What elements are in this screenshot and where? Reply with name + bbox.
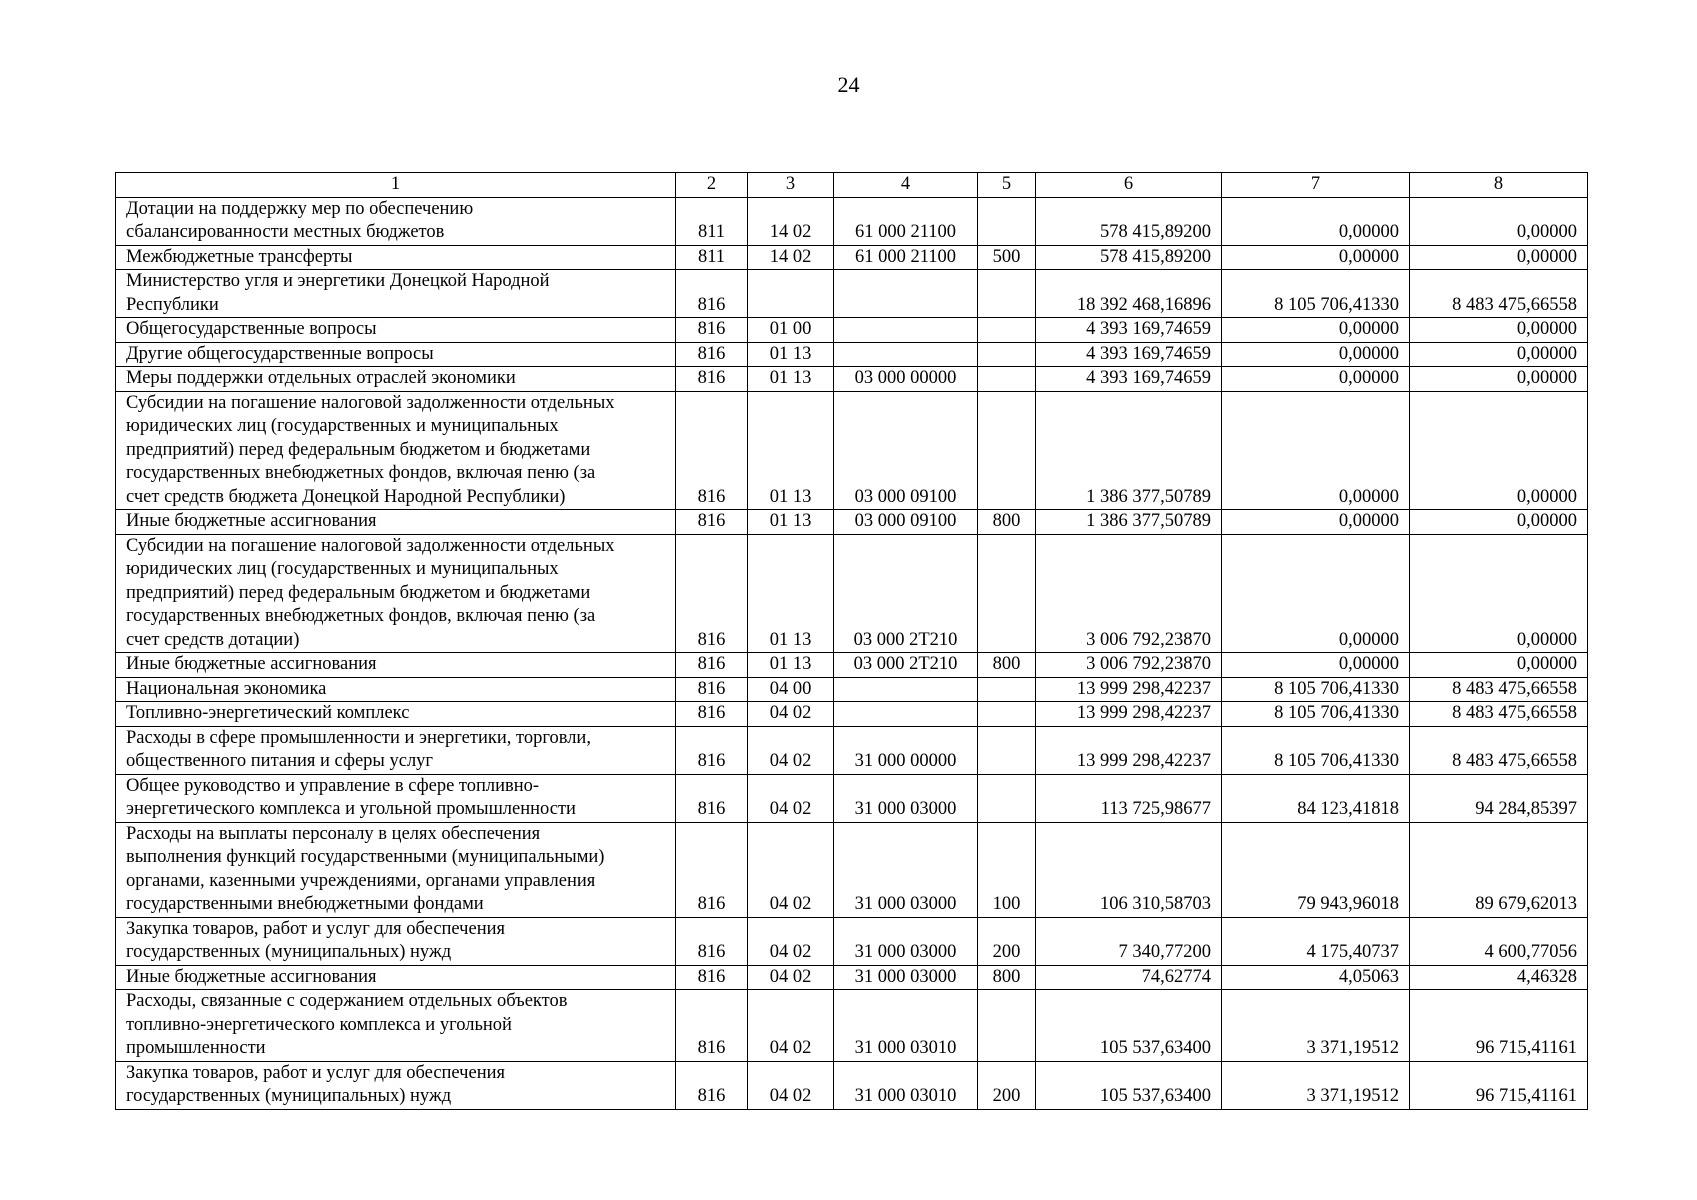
expense-type-code-cell: 800 <box>978 965 1036 990</box>
amount-cell: 1 386 377,50789 <box>1036 391 1222 510</box>
section-code-cell: 04 02 <box>748 702 834 727</box>
table-row <box>116 391 1588 510</box>
expense-type-code-cell <box>978 990 1036 1062</box>
table-row <box>116 270 1588 318</box>
ministry-code-cell: 816 <box>676 774 748 822</box>
target-item-code-cell: 31 000 03000 <box>834 965 978 990</box>
amount-cell: 105 537,63400 <box>1036 1061 1222 1109</box>
expense-type-code-cell <box>978 391 1036 510</box>
amount-cell: 13 999 298,42237 <box>1036 702 1222 727</box>
ministry-code-cell: 816 <box>676 990 748 1062</box>
target-item-code-cell: 31 000 00000 <box>834 726 978 774</box>
table-row <box>116 965 1588 990</box>
section-code-cell: 01 13 <box>748 534 834 653</box>
amount-cell: 8 483 475,66558 <box>1410 726 1588 774</box>
target-item-code-cell: 61 000 21100 <box>834 197 978 245</box>
item-name-line: государственных (муниципальных) нужд <box>126 942 452 962</box>
item-name-line: счет средств дотации) <box>126 629 300 650</box>
section-code-cell: 01 13 <box>748 342 834 367</box>
item-name-cell <box>116 653 676 678</box>
expense-type-code-cell <box>978 677 1036 702</box>
section-code-cell: 04 02 <box>748 965 834 990</box>
section-code-cell: 04 00 <box>748 677 834 702</box>
ministry-code-cell: 816 <box>676 822 748 917</box>
target-item-code-cell: 03 000 2Т210 <box>834 534 978 653</box>
amount-cell: 4 393 169,74659 <box>1036 342 1222 367</box>
table-row <box>116 534 1588 653</box>
item-name-cell <box>116 726 676 774</box>
amount-cell: 578 415,89200 <box>1036 197 1222 245</box>
amount-cell: 0,00000 <box>1410 245 1588 270</box>
expense-type-code-cell <box>978 726 1036 774</box>
ministry-code-cell: 816 <box>676 318 748 343</box>
expense-type-code-cell <box>978 318 1036 343</box>
ministry-code-cell: 816 <box>676 342 748 367</box>
item-name-line: Расходы на выплаты персоналу в целях обеспечения <box>126 823 541 844</box>
ministry-code-cell: 816 <box>676 677 748 702</box>
item-name-line: органами, казенными учреждениями, органами управления <box>126 870 596 891</box>
column-header: 5 <box>978 173 1036 198</box>
ministry-code-cell: 816 <box>676 270 748 318</box>
target-item-code-cell: 03 000 00000 <box>834 367 978 392</box>
table-row <box>116 653 1588 678</box>
item-name-line: Министерство угля и энергетики Донецкой Народной <box>126 271 550 291</box>
amount-cell: 84 123,41818 <box>1222 774 1410 822</box>
section-code-cell: 01 13 <box>748 510 834 535</box>
expense-type-code-cell <box>978 270 1036 318</box>
item-name-line: Национальная экономика <box>126 678 327 699</box>
amount-cell: 106 310,58703 <box>1036 822 1222 917</box>
table-row <box>116 774 1588 822</box>
amount-cell: 89 679,62013 <box>1410 822 1588 917</box>
table-row <box>116 510 1588 535</box>
ministry-code-cell: 816 <box>676 1061 748 1109</box>
amount-cell: 8 105 706,41330 <box>1222 726 1410 774</box>
item-name-cell <box>116 822 676 917</box>
item-name-cell <box>116 965 676 990</box>
section-code-cell <box>748 270 834 318</box>
item-name-cell <box>116 391 676 510</box>
item-name-line: Общегосударственные вопросы <box>126 319 377 339</box>
ministry-code-cell: 816 <box>676 726 748 774</box>
target-item-code-cell <box>834 342 978 367</box>
table-row <box>116 990 1588 1062</box>
item-name-line: Закупка товаров, работ и услуг для обеспечения <box>126 1062 506 1083</box>
column-number-row <box>116 173 1588 198</box>
table-row <box>116 342 1588 367</box>
expense-type-code-cell: 800 <box>978 510 1036 535</box>
item-name-line: Расходы, связанные с содержанием отдельных объектов <box>126 991 568 1011</box>
ministry-code-cell: 816 <box>676 702 748 727</box>
item-name-cell <box>116 197 676 245</box>
amount-cell: 13 999 298,42237 <box>1036 677 1222 702</box>
ministry-code-cell: 816 <box>676 510 748 535</box>
amount-cell: 105 537,63400 <box>1036 990 1222 1062</box>
amount-cell: 0,00000 <box>1222 391 1410 510</box>
column-header: 3 <box>748 173 834 198</box>
item-name-line: Межбюджетные трансферты <box>126 246 353 267</box>
item-name-cell <box>116 774 676 822</box>
amount-cell: 8 483 475,66558 <box>1410 702 1588 727</box>
target-item-code-cell: 61 000 21100 <box>834 245 978 270</box>
table-row <box>116 726 1588 774</box>
amount-cell: 0,00000 <box>1410 391 1588 510</box>
item-name-line: государственных внебюджетных фондов, включая пеню (за <box>126 463 596 483</box>
amount-cell: 4 393 169,74659 <box>1036 367 1222 392</box>
amount-cell: 79 943,96018 <box>1222 822 1410 917</box>
amount-cell: 0,00000 <box>1410 197 1588 245</box>
expense-type-code-cell <box>978 774 1036 822</box>
amount-cell: 0,00000 <box>1222 318 1410 343</box>
amount-cell: 0,00000 <box>1222 367 1410 392</box>
target-item-code-cell: 31 000 03000 <box>834 774 978 822</box>
amount-cell: 0,00000 <box>1410 534 1588 653</box>
amount-cell: 3 371,19512 <box>1222 1061 1410 1109</box>
amount-cell: 0,00000 <box>1410 318 1588 343</box>
item-name-line: Республики <box>126 294 219 315</box>
item-name-line: промышленности <box>126 1038 266 1058</box>
amount-cell: 4 175,40737 <box>1222 917 1410 965</box>
amount-cell: 96 715,41161 <box>1410 990 1588 1062</box>
ministry-code-cell: 811 <box>676 245 748 270</box>
item-name-line: Иные бюджетные ассигнования <box>126 966 377 987</box>
section-code-cell: 04 02 <box>748 990 834 1062</box>
table-row <box>116 702 1588 727</box>
amount-cell: 4 393 169,74659 <box>1036 318 1222 343</box>
amount-cell: 0,00000 <box>1410 367 1588 392</box>
amount-cell: 113 725,98677 <box>1036 774 1222 822</box>
item-name-line: Общее руководство и управление в сфере топливно- <box>126 775 540 796</box>
section-code-cell: 04 02 <box>748 774 834 822</box>
item-name-line: предприятий) перед федеральным бюджетом и бюджетами <box>126 439 591 460</box>
item-name-line: сбалансированности местных бюджетов <box>126 222 445 242</box>
page-number: 24 <box>837 72 860 97</box>
amount-cell: 8 483 475,66558 <box>1410 677 1588 702</box>
table-row <box>116 677 1588 702</box>
section-code-cell: 04 02 <box>748 917 834 965</box>
table-row <box>116 1061 1588 1109</box>
amount-cell: 0,00000 <box>1222 534 1410 653</box>
amount-cell: 4,46328 <box>1410 965 1588 990</box>
section-code-cell: 14 02 <box>748 245 834 270</box>
table-row <box>116 917 1588 965</box>
expense-type-code-cell: 200 <box>978 1061 1036 1109</box>
amount-cell: 7 340,77200 <box>1036 917 1222 965</box>
amount-cell: 0,00000 <box>1222 653 1410 678</box>
item-name-line: выполнения функций государственными (муниципальными) <box>126 847 605 867</box>
column-header: 4 <box>834 173 978 198</box>
section-code-cell: 04 02 <box>748 822 834 917</box>
expense-type-code-cell <box>978 342 1036 367</box>
table-row <box>116 197 1588 245</box>
item-name-line: государственных внебюджетных фондов, включая пеню (за <box>126 606 596 626</box>
item-name-cell <box>116 342 676 367</box>
item-name-cell <box>116 702 676 727</box>
item-name-cell <box>116 367 676 392</box>
amount-cell: 74,62774 <box>1036 965 1222 990</box>
table-row <box>116 367 1588 392</box>
item-name-line: Иные бюджетные ассигнования <box>126 654 377 674</box>
ministry-code-cell: 816 <box>676 965 748 990</box>
section-code-cell: 01 00 <box>748 318 834 343</box>
target-item-code-cell: 31 000 03010 <box>834 990 978 1062</box>
item-name-line: Меры поддержки отдельных отраслей экономики <box>126 368 516 388</box>
table-row <box>116 822 1588 917</box>
item-name-line: Закупка товаров, работ и услуг для обеспечения <box>126 918 506 939</box>
item-name-cell <box>116 534 676 653</box>
item-name-line: топливно-энергетического комплекса и угольной <box>126 1014 512 1035</box>
ministry-code-cell: 811 <box>676 197 748 245</box>
item-name-line: Иные бюджетные ассигнования <box>126 511 377 531</box>
target-item-code-cell <box>834 677 978 702</box>
section-code-cell: 01 13 <box>748 653 834 678</box>
amount-cell: 96 715,41161 <box>1410 1061 1588 1109</box>
amount-cell: 4,05063 <box>1222 965 1410 990</box>
item-name-line: Расходы в сфере промышленности и энергетики, торговли, <box>126 727 591 748</box>
amount-cell: 0,00000 <box>1410 510 1588 535</box>
column-header: 7 <box>1222 173 1410 198</box>
amount-cell: 1 386 377,50789 <box>1036 510 1222 535</box>
amount-cell: 8 105 706,41330 <box>1222 677 1410 702</box>
amount-cell: 8 105 706,41330 <box>1222 270 1410 318</box>
ministry-code-cell: 816 <box>676 391 748 510</box>
amount-cell: 8 483 475,66558 <box>1410 270 1588 318</box>
target-item-code-cell: 03 000 2Т210 <box>834 653 978 678</box>
target-item-code-cell: 31 000 03000 <box>834 917 978 965</box>
budget-table <box>115 172 1588 1110</box>
expense-type-code-cell: 200 <box>978 917 1036 965</box>
target-item-code-cell: 31 000 03000 <box>834 822 978 917</box>
amount-cell: 0,00000 <box>1222 245 1410 270</box>
amount-cell: 3 006 792,23870 <box>1036 534 1222 653</box>
table-row <box>116 318 1588 343</box>
ministry-code-cell: 816 <box>676 917 748 965</box>
item-name-line: Другие общегосударственные вопросы <box>126 343 434 364</box>
ministry-code-cell: 816 <box>676 367 748 392</box>
item-name-cell <box>116 917 676 965</box>
amount-cell: 0,00000 <box>1410 342 1588 367</box>
table-row <box>116 245 1588 270</box>
amount-cell: 4 600,77056 <box>1410 917 1588 965</box>
item-name-cell <box>116 510 676 535</box>
item-name-line: юридических лиц (государственных и муниципальных <box>126 416 559 436</box>
amount-cell: 0,00000 <box>1222 342 1410 367</box>
item-name-line: юридических лиц (государственных и муниципальных <box>126 559 559 579</box>
item-name-line: счет средств бюджета Донецкой Народной Республики) <box>126 486 566 507</box>
item-name-line: Субсидии на погашение налоговой задолженности отдельных <box>126 392 615 413</box>
item-name-cell <box>116 245 676 270</box>
item-name-line: предприятий) перед федеральным бюджетом и бюджетами <box>126 582 591 603</box>
amount-cell: 0,00000 <box>1222 510 1410 535</box>
item-name-line: общественного питания и сферы услуг <box>126 751 434 771</box>
expense-type-code-cell <box>978 534 1036 653</box>
item-name-cell <box>116 990 676 1062</box>
amount-cell: 3 371,19512 <box>1222 990 1410 1062</box>
target-item-code-cell <box>834 270 978 318</box>
column-header: 6 <box>1036 173 1222 198</box>
column-header: 2 <box>676 173 748 198</box>
column-header: 1 <box>116 173 676 198</box>
item-name-line: Субсидии на погашение налоговой задолженности отдельных <box>126 535 615 556</box>
amount-cell: 0,00000 <box>1222 197 1410 245</box>
item-name-line: государственными внебюджетными фондами <box>126 894 484 914</box>
section-code-cell: 04 02 <box>748 726 834 774</box>
target-item-code-cell: 31 000 03010 <box>834 1061 978 1109</box>
item-name-line: государственных (муниципальных) нужд <box>126 1086 452 1106</box>
amount-cell: 0,00000 <box>1410 653 1588 678</box>
amount-cell: 578 415,89200 <box>1036 245 1222 270</box>
amount-cell: 18 392 468,16896 <box>1036 270 1222 318</box>
item-name-cell <box>116 677 676 702</box>
target-item-code-cell <box>834 318 978 343</box>
target-item-code-cell <box>834 702 978 727</box>
section-code-cell: 04 02 <box>748 1061 834 1109</box>
item-name-cell <box>116 1061 676 1109</box>
item-name-line: Дотации на поддержку мер по обеспечению <box>126 198 474 219</box>
expense-type-code-cell <box>978 367 1036 392</box>
amount-cell: 13 999 298,42237 <box>1036 726 1222 774</box>
amount-cell: 8 105 706,41330 <box>1222 702 1410 727</box>
expense-type-code-cell: 500 <box>978 245 1036 270</box>
section-code-cell: 14 02 <box>748 197 834 245</box>
column-header: 8 <box>1410 173 1588 198</box>
ministry-code-cell: 816 <box>676 534 748 653</box>
expense-type-code-cell <box>978 197 1036 245</box>
item-name-cell <box>116 318 676 343</box>
target-item-code-cell: 03 000 09100 <box>834 510 978 535</box>
ministry-code-cell: 816 <box>676 653 748 678</box>
target-item-code-cell: 03 000 09100 <box>834 391 978 510</box>
table-body <box>116 173 1588 1110</box>
item-name-line: Топливно-энергетический комплекс <box>126 703 410 723</box>
expense-type-code-cell: 100 <box>978 822 1036 917</box>
expense-type-code-cell: 800 <box>978 653 1036 678</box>
amount-cell: 3 006 792,23870 <box>1036 653 1222 678</box>
section-code-cell: 01 13 <box>748 367 834 392</box>
expense-type-code-cell <box>978 702 1036 727</box>
item-name-cell <box>116 270 676 318</box>
item-name-line: энергетического комплекса и угольной промышленности <box>126 799 576 819</box>
section-code-cell: 01 13 <box>748 391 834 510</box>
amount-cell: 94 284,85397 <box>1410 774 1588 822</box>
